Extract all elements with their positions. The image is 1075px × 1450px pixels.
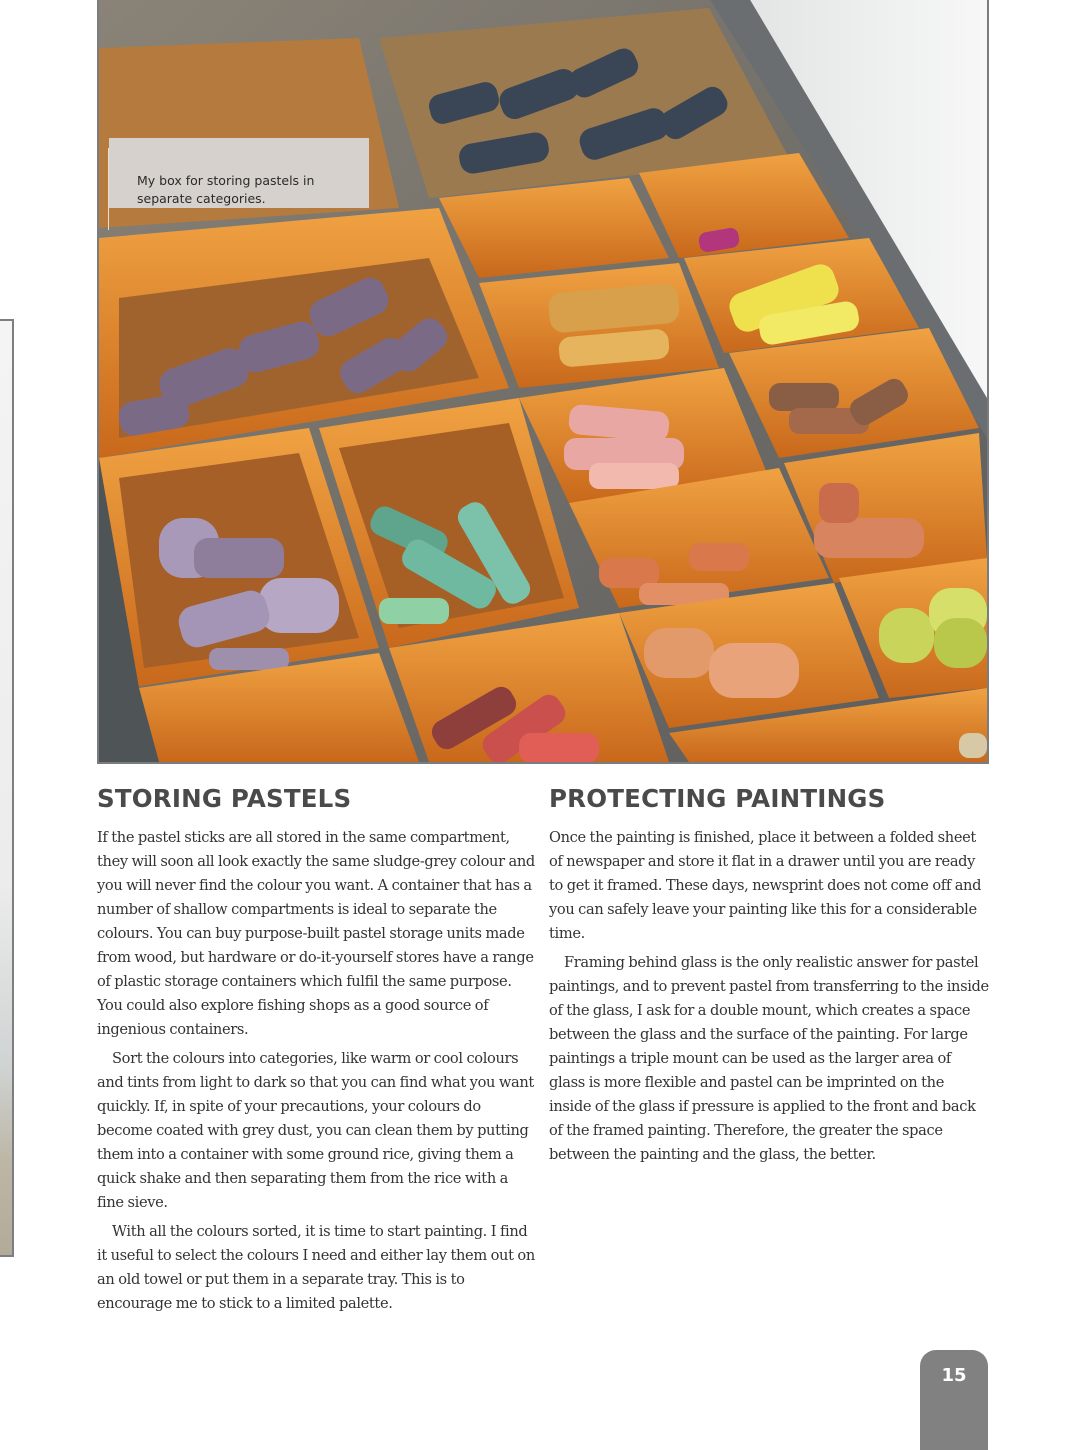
paragraph: Once the painting is finished, place it between a folded sheet of newspaper and store it flat in a drawer until you are ready to get it framed. These days, newsprint does not come off and you can safely leave your painting like this for a considerable time. <box>549 829 982 942</box>
adjacent-page-image-fragment <box>0 319 14 1257</box>
page-number: 15 <box>941 1365 967 1386</box>
section-protecting-paintings <box>549 782 989 1172</box>
pastel-box-illustration <box>99 0 987 762</box>
page-number-tab <box>920 1350 988 1450</box>
paragraph: If the pastel sticks are all stored in the same compartment, they will soon all look exactly the same sludge-grey colour and you will never find the colour you want. A container that has a number of shallow compartments is ideal to separate the colours. You can buy purpose-built pastel storage units made from wood, but hardware or do-it-yourself stores have a range of plastic storage containers which fulfil the same purpose. You could also explore fishing shops as a good source of ingenious containers. <box>97 829 535 1038</box>
pastel-storage-box-photo <box>97 0 989 764</box>
section-storing-pastels <box>97 782 537 1321</box>
paragraph: Framing behind glass is the only realistic answer for pastel paintings, and to prevent pastel from transferring to the inside of the glass, I ask for a double mount, which creates a space between the glass and the surface of the painting. For large paintings a triple mount can be used as the larger area of glass is more flexible and pastel can be imprinted on the inside of the glass if pressure is applied to the front and back of the framed painting. Therefore, the greater the space between the painting and the glass, the better. <box>549 954 989 1163</box>
caption-rule <box>108 148 109 230</box>
section-heading: STORING PASTELS <box>97 784 352 813</box>
paragraph: Sort the colours into categories, like warm or cool colours and tints from light to dark so that you can find what you want quickly. If, in spite of your precautions, your colours do become coated with grey dust, you can clean them by putting them into a container with some ground rice, giving them a quick shake and then separating them from the rice with a fine sieve. <box>97 1050 534 1211</box>
paragraph: With all the colours sorted, it is time to start painting. I find it useful to select the colours I need and either lay them out on an old towel or put them in a separate tray. This is to encourage me to stick to a limited palette. <box>97 1223 535 1312</box>
section-heading: PROTECTING PAINTINGS <box>549 784 886 813</box>
photo-caption: My box for storing pastels in separate categories. <box>137 173 315 206</box>
